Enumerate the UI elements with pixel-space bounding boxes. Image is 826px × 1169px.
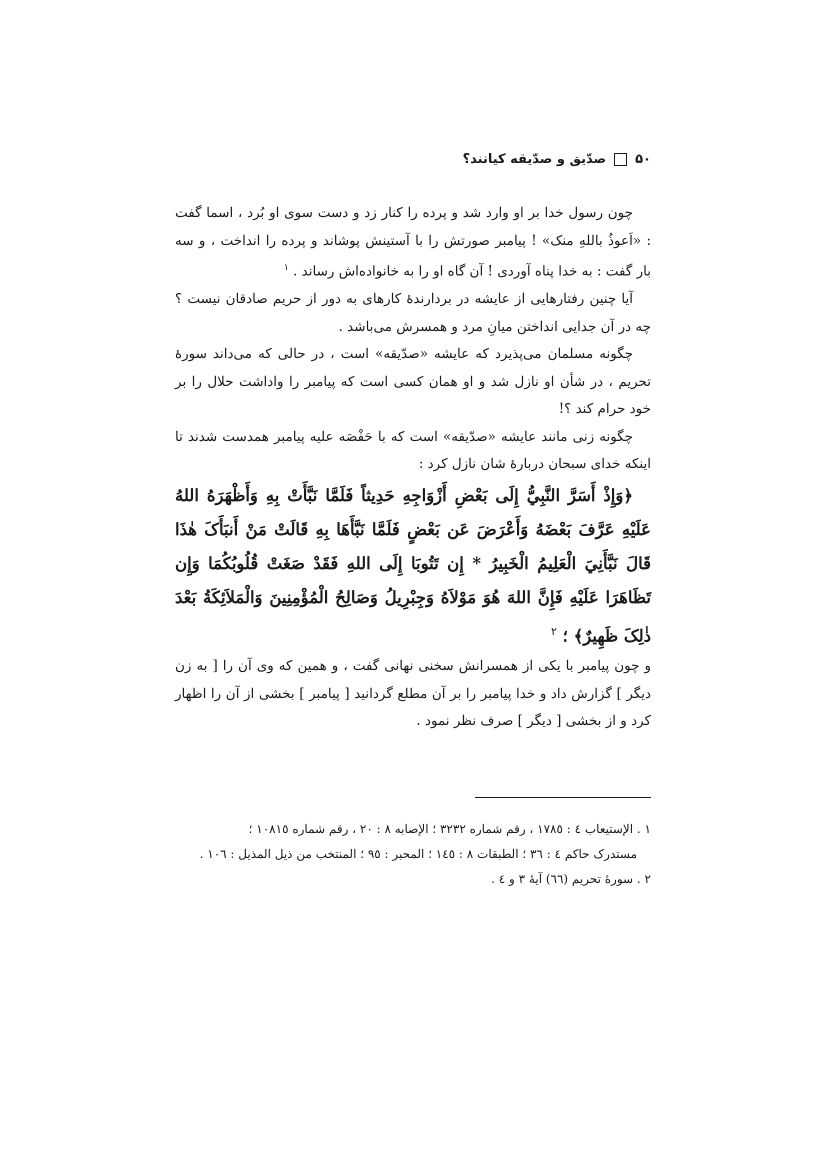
running-header <box>175 152 651 167</box>
paragraph-4: چگونه زنی مانند عایشه «صدّیقه» است که با حَفْصَه علیه پیامبر همدست شدند تا اینکه خدای سبحان دربارهٔ شان نازل کرد : <box>175 428 651 472</box>
page-number: ۵۰ <box>635 152 651 167</box>
header-title: صدّیق و صدّیقه کیانند؟ <box>462 152 607 167</box>
footnote-1: ۱ . الإستیعاب ٤ : ١٧٨٥ ، رقم شماره ٣٢٣٢ ؛ الإصابه ٨ : ٢٠ ، رقم شماره ١٠٨١٥ ؛ مستدرک حاکم ٤ : ٣٦ ؛ الطبقات ٨ : ١٤٥ ؛ المحبر : ٩٥ ؛ المنتخب من ذیل المذیل : ١٠٦ . <box>199 822 651 861</box>
paragraph-2: آیا چنین رفتارهایی از عایشه در بردارندهٔ کارهای به دور از حریم صادقان نیست ؟ چه در آن جدایی انداختن میانِ مرد و همسرش می‌باشد . <box>175 291 651 335</box>
square-bullet-icon <box>614 153 627 166</box>
footnotes <box>175 818 651 893</box>
footnote-ref-2[interactable]: ۲ <box>550 624 557 638</box>
quran-verse: ﴿وَإِذْ أَسَرَّ النَّبِيُّ إِلَى بَعْضِ أَزْوَاجِهِ حَدِيثاً فَلَمَّا نَبَّأَتْ بِهِ وَأَظْهَرَهُ اللهُ عَلَيْهِ عَرَّفَ بَعْضَهُ وَأَعْرَضَ عَن بَعْضٍ فَلَمَّا نَبَّأَهَا بِهِ قَالَتْ مَنْ أَنبَأَکَ هٰذَا قَالَ نَبَّأَنِيَ الْعَلِيمُ الْخَبِيرُ * إِن تَتُوبَا إِلَى اللهِ فَقَدْ صَغَتْ قُلُوبُكُمَا وَإِن تَظَاهَرَا عَلَيْهِ فَإِنَّ اللهَ هُوَ مَوْلاَهُ وَجِبْرِيلُ وَصَالِحُ الْمُؤْمِنِينَ وَالْمَلاَئِكَةُ بَعْدَ ذٰلِکَ ظَهِيرٌ﴾ ؛ $^۲$ <box>175 485 651 645</box>
paragraph-3: چگونه مسلمان می‌پذیرد که عایشه «صدّیقه» است ، در حالی که می‌داند سورهٔ تحریم ، در شأن او نازل شد و او همان کسی است که پیامبر را واداشت حلال را بر خود حرام کند ؟! <box>175 346 651 417</box>
verse-translation: و چون پیامبر با یکی از همسرانش سخنی نهانی گفت ، و همین که وی آن را [ به زن دیگر ] گزارش داد و خدا پیامبر را بر آن مطلع گردانید [ پیامبر ] بخشی از آن را اظهار کرد و از بخشی [ دیگر ] صرف نظر نمود . <box>175 658 651 729</box>
footnote-divider <box>475 797 651 798</box>
footnote-2: ٢ . سورهٔ تحریم (٦٦) آیهٔ ٣ و ٤ . <box>491 872 651 886</box>
footnote-ref-1[interactable]: ۱ <box>283 263 289 273</box>
paragraph-1: چون رسول خدا بر او وارد شد و پرده را کنار زد و دست سوی او بُرد ، اسما گفت : «اَعوذُ باللهِ منک» ! پیامبر صورتش را با آستینش پوشاند و پرده را انداخت ، و سه بار گفت : به خدا پناه آوردی ! آن گاه او را به خانواده‌اش رساند . $^۱$ <box>175 205 651 280</box>
main-text <box>175 200 651 736</box>
